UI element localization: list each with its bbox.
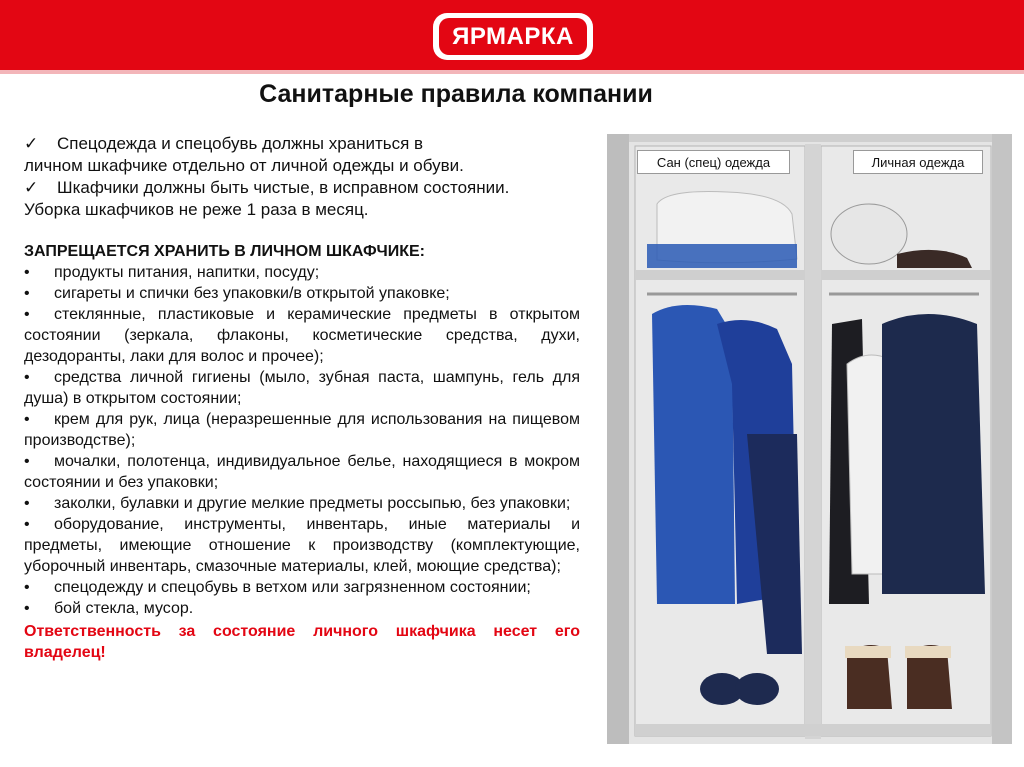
check-text-rest: Уборка шкафчиков не реже 1 раза в месяц. bbox=[24, 200, 369, 219]
list-item bbox=[24, 451, 580, 493]
bullet-icon: • bbox=[24, 369, 30, 386]
bag-blue bbox=[647, 244, 797, 268]
check-text-first: Спецодежда и спецобувь должны храниться в bbox=[57, 134, 424, 153]
locker-photo bbox=[607, 134, 1012, 744]
list-item-text: стеклянные, пластиковые и керамические предметы в открытом состоянии (зеркала, флаконы, косметические средства, духи, дезодоранты, лаки для волос и прочее); bbox=[24, 306, 580, 365]
forbidden-heading: ЗАПРЕЩАЕТСЯ ХРАНИТЬ В ЛИЧНОМ ШКАФЧИКЕ: bbox=[24, 243, 425, 260]
list-item-text: заколки, булавки и другие мелкие предметы россыпью, без упаковки; bbox=[54, 495, 571, 512]
cap bbox=[831, 204, 907, 264]
label-workwear: Сан (спец) одежда bbox=[637, 150, 790, 174]
label-personal: Личная одежда bbox=[853, 150, 983, 174]
list-item-text: сигареты и спички без упаковки/в открытой упаковке; bbox=[54, 285, 450, 302]
header-stripe bbox=[0, 70, 1024, 74]
list-item bbox=[24, 598, 580, 619]
center-divider bbox=[805, 144, 821, 739]
list-item-text: мочалки, полотенца, индивидуальное белье, находящиеся в мокром состоянии и без упаковки; bbox=[24, 453, 580, 491]
bullet-icon: • bbox=[24, 411, 30, 428]
list-item bbox=[24, 409, 580, 451]
bullet-icon: • bbox=[24, 285, 30, 302]
check-icon: ✓ bbox=[24, 178, 39, 197]
locker-illustration bbox=[607, 134, 1012, 744]
responsibility-note: Ответственность за состояние личного шкафчика несет его владелец! bbox=[24, 623, 580, 661]
logo-text: ЯРМАРКА bbox=[439, 18, 587, 55]
list-item bbox=[24, 304, 580, 367]
navy-coat bbox=[882, 314, 985, 594]
check-text-first: Шкафчики должны быть чистые, в исправном состоянии. bbox=[57, 178, 510, 197]
work-jacket-1 bbox=[652, 305, 735, 604]
shelf-left bbox=[635, 270, 805, 280]
bullet-icon: • bbox=[24, 495, 30, 512]
work-shoe-2 bbox=[735, 673, 779, 705]
list-item bbox=[24, 514, 580, 577]
list-item-text: бой стекла, мусор. bbox=[54, 600, 194, 617]
rules-text bbox=[24, 133, 580, 663]
right-door-edge bbox=[992, 134, 1012, 744]
list-item bbox=[24, 493, 580, 514]
check-icon: ✓ bbox=[24, 134, 39, 153]
list-item-text: спецодежду и спецобувь в ветхом или загрязненном состоянии; bbox=[54, 579, 531, 596]
bullet-icon: • bbox=[24, 453, 30, 470]
bullet-icon: • bbox=[24, 516, 30, 533]
list-item-text: крем для рук, лица (неразрешенные для использования на пищевом производстве); bbox=[24, 411, 580, 449]
bullet-icon: • bbox=[24, 600, 30, 617]
list-item-text: продукты питания, напитки, посуду; bbox=[54, 264, 320, 281]
bullet-icon: • bbox=[24, 306, 30, 323]
list-item-text: оборудование, инструменты, инвентарь, иные материалы и предметы, имеющие отношение к производству (комплектующие, уборочный инвентарь, смазочные материалы, клей, моющие средства); bbox=[24, 516, 580, 575]
list-item-text: средства личной гигиены (мыло, зубная паста, шампунь, гель для душа) в открытом состоянии; bbox=[24, 369, 580, 407]
check-item bbox=[24, 177, 580, 221]
bullet-icon: • bbox=[24, 579, 30, 596]
list-item bbox=[24, 367, 580, 409]
check-item bbox=[24, 133, 580, 177]
boot-fur-1 bbox=[845, 646, 891, 658]
list-item bbox=[24, 283, 580, 304]
list-item bbox=[24, 262, 580, 283]
forbidden-list bbox=[24, 262, 580, 619]
check-text-rest: личном шкафчике отдельно от личной одежды и обуви. bbox=[24, 156, 464, 175]
page-title: Санитарные правила компании bbox=[259, 80, 653, 108]
shelf-right bbox=[821, 270, 991, 280]
logo[interactable] bbox=[433, 13, 593, 60]
boot-fur-2 bbox=[905, 646, 951, 658]
left-door-edge bbox=[607, 134, 629, 744]
locker-floor bbox=[635, 724, 991, 736]
bullet-icon: • bbox=[24, 264, 30, 281]
list-item bbox=[24, 577, 580, 598]
